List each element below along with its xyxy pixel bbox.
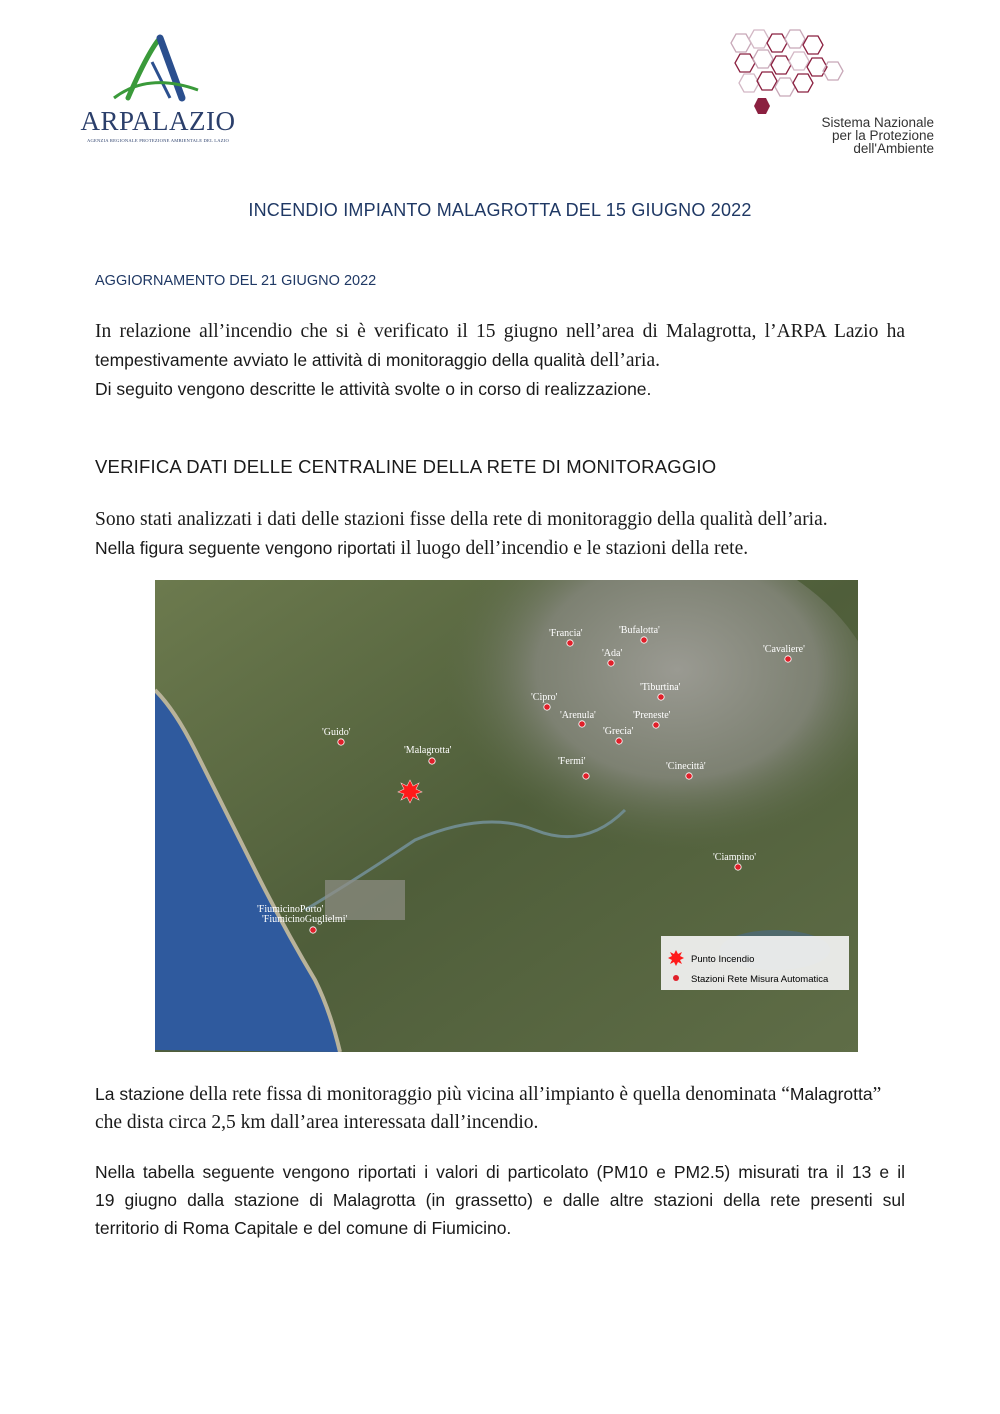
station-label-fiumicino-guglielmi: 'FiumicinoGuglielmi' [262,914,348,925]
legend-fire-label: Punto Incendio [691,954,755,965]
station-dot-tiburtina [658,694,664,700]
station-label-francia: 'Francia' [549,628,583,639]
snpa-wordmark [754,116,934,155]
station-label-cavaliere: 'Cavaliere' [763,644,805,655]
station-dot-cipro [544,704,550,710]
station-dot-francia [567,640,573,646]
station-label-fermi: 'Fermi' [558,756,586,767]
station-label-guido: 'Guido' [322,727,351,738]
section-paragraph [95,506,905,563]
station-label-grecia: 'Grecia' [603,726,634,737]
station-dot-malagrotta [429,758,435,764]
arpalazio-logo [78,32,238,152]
map-canvas [155,580,858,1052]
station-dot-ciampino [735,864,741,870]
closing-p2-line-3: territorio di Roma Capitale e del comune di Fiumicino. [95,1218,512,1238]
station-label-malagrotta: 'Malagrotta' [404,745,452,756]
closing-p1-line-2: che dista circa 2,5 km dall’area interessata dall’incendio. [95,1112,539,1133]
closing-p2-line-2: 19 giugno dalla stazione di Malagrotta (in grassetto) e dalle altre stazioni della rete presenti sul [95,1190,905,1210]
snpa-line-2: per la Protezione [831,128,934,143]
station-dot-guido [338,739,344,745]
station-dot-ada [608,660,614,666]
map-legend [661,936,849,990]
closing-p1-line-1b: della rete fissa di monitoraggio più vicina all’impianto è quella denominata “ [184,1084,790,1105]
station-dot-fermi [583,773,589,779]
station-dot-fiumicino-guglielmi [310,927,316,933]
closing-p1-line-1a: La stazione [95,1084,185,1104]
legend-station-label: Stazioni Rete Misura Automatica [691,974,829,985]
station-label-preneste: 'Preneste' [633,710,671,721]
arpalazio-wordmark: ARPALAZIO [80,106,236,136]
station-label-ciampino: 'Ciampino' [713,852,757,863]
intro-line-2-sans: tempestivamente avviato le attività di monitoraggio della qualità [95,350,586,370]
closing-paragraph-2 [95,1158,905,1242]
intro-line-2 [95,346,905,375]
closing-p1-line-1c: Malagrotta [789,1084,873,1104]
fire-point-icon [398,780,422,803]
intro-line-3: Di seguito vengono descritte le attività svolte o in corso di realizzazione. [95,379,652,399]
legend-fire-icon [668,950,684,966]
station-label-cipro: 'Cipro' [531,692,558,703]
station-dot-cinecitta [686,773,692,779]
station-label-bufalotta: 'Bufalotta' [619,625,660,636]
document-title: INCENDIO IMPIANTO MALAGROTTA DEL 15 GIUGNO 2022 [248,200,752,220]
update-date-label: AGGIORNAMENTO DEL 21 GIUGNO 2022 [95,273,377,289]
section-line-2-sans: Nella figura seguente vengono riportati [95,538,396,558]
station-label-arenula: 'Arenula' [560,710,596,721]
station-dot-bufalotta [641,637,647,643]
section-heading: VERIFICA DATI DELLE CENTRALINE DELLA RETE DI MONITORAGGIO [95,456,717,477]
snpa-logo [720,28,940,158]
station-dot-preneste [653,722,659,728]
closing-p1-line-1d: ” [872,1084,882,1105]
intro-paragraph [95,318,905,403]
station-label-tiburtina: 'Tiburtina' [640,682,681,693]
snpa-hexagon-icon [720,28,850,118]
station-label-ada: 'Ada' [602,648,623,659]
station-dot-grecia [616,738,622,744]
station-label-fiumicino-porto: 'FiumicinoPorto' [257,904,324,915]
arpalazio-emblem-icon [78,32,238,106]
intro-line-1: In relazione all’incendio che si è verificato il 15 giugno nell’area di Malagrotta, l’ARPA Lazio ha [95,321,905,342]
legend-station-icon [673,975,679,981]
closing-p2-line-1: Nella tabella seguente vengono riportati i valori di particolato (PM10 e PM2.5) misurati tra il 13 e il [95,1162,905,1182]
closing-paragraph-1 [95,1080,905,1137]
snpa-line-3: dell'Ambiente [853,141,934,156]
snpa-line-1: Sistema Nazionale [821,115,934,130]
section-line-1: Sono stati analizzati i dati delle stazioni fisse della rete di monitoraggio della qualità dell’aria. [95,509,828,530]
satellite-map [155,580,858,1052]
station-label-cinecitta: 'Cinecittà' [666,761,706,772]
closing-p1-line-1 [95,1080,905,1109]
intro-line-2-serif: dell’aria. [585,350,660,371]
section-line-2-serif: il luogo dell’incendio e le stazioni della rete. [395,538,749,559]
station-dot-arenula [579,721,585,727]
arpalazio-subtitle: AGENZIA REGIONALE PROTEZIONE AMBIENTALE DEL LAZIO [86,138,230,143]
section-line-2 [95,534,905,563]
station-dot-cavaliere [785,656,791,662]
